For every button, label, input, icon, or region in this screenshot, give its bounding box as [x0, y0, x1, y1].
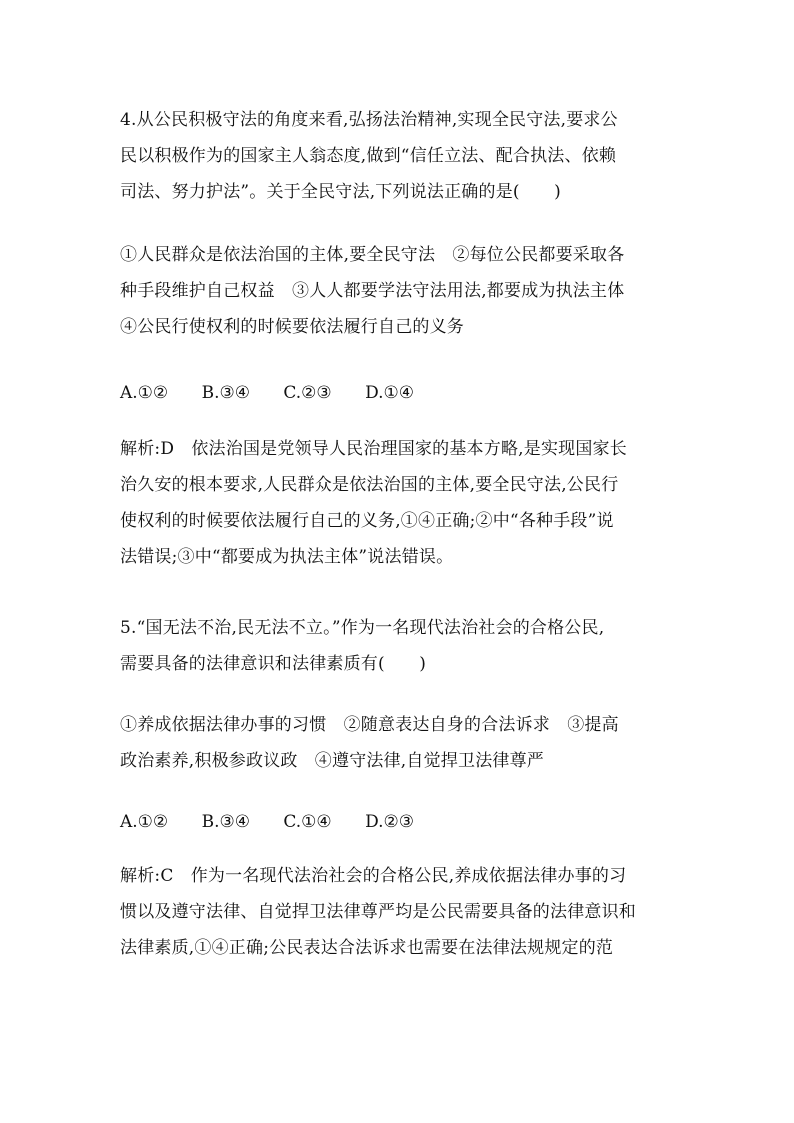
q5-analysis	[120, 858, 680, 966]
q4-stem-line: 司法、努力护法”。关于全民守法,下列说法正确的是( )	[120, 182, 561, 202]
q4-options	[120, 375, 680, 411]
q4-stem-line: 民以积极作为的国家主人翁态度,做到“信任立法、配合执法、依赖	[120, 146, 617, 166]
q4-option-d: D.①④	[365, 383, 414, 403]
q5-analysis-line: 解析:C 作为一名现代法治社会的合格公民,养成依据法律办事的习	[120, 866, 627, 886]
q5-statement-line: 政治素养,积极参政议政 ④遵守法律,自觉捍卫法律尊严	[120, 751, 545, 771]
q5-statement-line: ①养成依据法律办事的习惯 ②随意表达自身的合法诉求 ③提高	[120, 715, 619, 735]
q5-statements	[120, 707, 680, 779]
q4-statement-line: ①人民群众是依法治国的主体,要全民守法 ②每位公民都要采取各	[120, 245, 625, 265]
q5-options	[120, 804, 680, 840]
q4-analysis-line: 治久安的根本要求,人民群众是依法治国的主体,要全民守法,公民行	[120, 475, 619, 495]
q5-option-d: D.②③	[365, 812, 414, 832]
q5-analysis-line: 惯以及遵守法律、自觉捍卫法律尊严均是公民需要具备的法律意识和	[120, 902, 636, 922]
q4-stem	[120, 102, 680, 210]
q5-option-c: C.①④	[283, 812, 332, 832]
q4-stem-line: 4.从公民积极守法的角度来看,弘扬法治精神,实现全民守法,要求公	[120, 110, 618, 130]
q5-option-a: A.①②	[120, 812, 169, 832]
q5-analysis-line: 法律素质,①④正确;公民表达合法诉求也需要在法律法规规定的范	[120, 938, 614, 958]
q4-statements	[120, 237, 680, 345]
q5-stem-line: 需要具备的法律意识和法律素质有( )	[120, 654, 427, 674]
q5-option-b: B.③④	[201, 812, 250, 832]
q4-option-b: B.③④	[201, 383, 250, 403]
q4-analysis-line: 法错误;③中“都要成为执法主体”说法错误。	[120, 547, 454, 567]
q5-stem-line: 5.“国无法不治,民无法不立。”作为一名现代法治社会的合格公民,	[120, 618, 605, 638]
q4-analysis-line: 解析:D 依法治国是党领导人民治理国家的基本方略,是实现国家长	[120, 439, 627, 459]
q4-analysis	[120, 431, 680, 575]
q4-analysis-line: 使权利的时候要依法履行自己的义务,①④正确;②中“各种手段”说	[120, 511, 614, 531]
q4-statement-line: 种手段维护自己权益 ③人人都要学法守法用法,都要成为执法主体	[120, 281, 625, 301]
q4-statement-line: ④公民行使权利的时候要依法履行自己的义务	[120, 317, 464, 337]
q5-stem	[120, 610, 680, 682]
q4-option-c: C.②③	[283, 383, 332, 403]
q4-option-a: A.①②	[120, 383, 169, 403]
